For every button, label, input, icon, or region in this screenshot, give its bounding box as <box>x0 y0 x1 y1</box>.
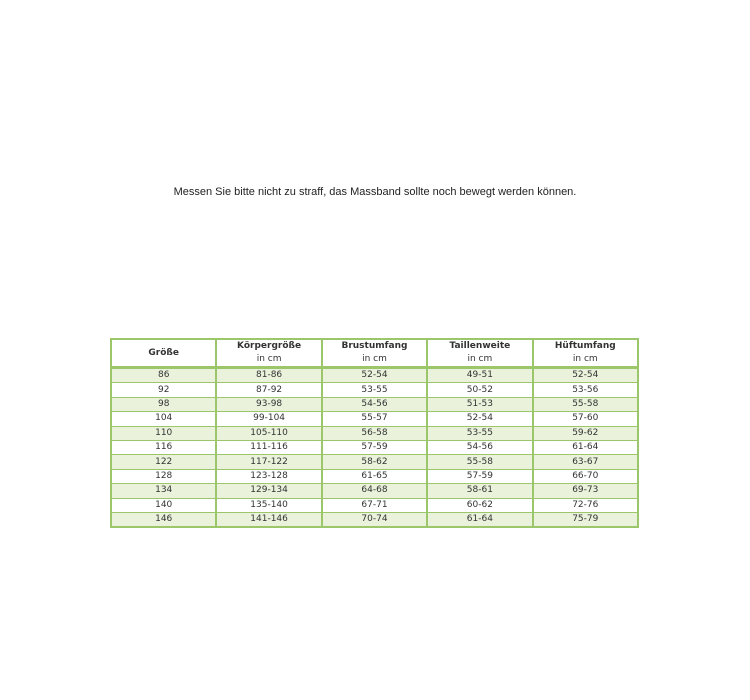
cell-size: 110 <box>111 426 216 440</box>
cell-size: 146 <box>111 512 216 527</box>
table-row <box>111 440 638 454</box>
cell-waist: 51-53 <box>427 397 532 411</box>
cell-waist: 50-52 <box>427 383 532 397</box>
cell-body-height: 87-92 <box>216 383 321 397</box>
header-waist <box>427 339 532 368</box>
header-hip-label: Hüftumfang <box>554 341 616 351</box>
cell-chest: 57-59 <box>322 440 427 454</box>
cell-chest: 64-68 <box>322 484 427 498</box>
cell-size: 104 <box>111 412 216 426</box>
cell-hip: 55-58 <box>533 397 638 411</box>
header-body-height <box>216 339 321 368</box>
header-chest-unit: in cm <box>362 354 387 364</box>
cell-body-height: 117-122 <box>216 455 321 469</box>
table-row <box>111 469 638 483</box>
cell-body-height: 129-134 <box>216 484 321 498</box>
cell-hip: 69-73 <box>533 484 638 498</box>
cell-body-height: 111-116 <box>216 440 321 454</box>
cell-waist: 53-55 <box>427 426 532 440</box>
cell-hip: 61-64 <box>533 440 638 454</box>
cell-chest: 56-58 <box>322 426 427 440</box>
cell-waist: 49-51 <box>427 368 532 383</box>
cell-hip: 66-70 <box>533 469 638 483</box>
table-header-row <box>111 339 638 368</box>
cell-hip: 59-62 <box>533 426 638 440</box>
cell-chest: 67-71 <box>322 498 427 512</box>
table-row <box>111 512 638 527</box>
header-size-label: Größe <box>148 347 179 358</box>
header-size <box>111 339 216 368</box>
cell-chest: 53-55 <box>322 383 427 397</box>
header-chest-label: Brustumfang <box>341 341 408 351</box>
cell-chest: 61-65 <box>322 469 427 483</box>
cell-chest: 52-54 <box>322 368 427 383</box>
cell-hip: 63-67 <box>533 455 638 469</box>
table-row <box>111 455 638 469</box>
cell-size: 140 <box>111 498 216 512</box>
header-waist-unit: in cm <box>467 354 493 364</box>
cell-hip: 53-56 <box>533 383 638 397</box>
table-row <box>111 397 638 411</box>
cell-size: 128 <box>111 469 216 483</box>
cell-size: 92 <box>111 383 216 397</box>
header-waist-label: Taillenweite <box>449 341 511 351</box>
table-row <box>111 484 638 498</box>
cell-size: 98 <box>111 397 216 411</box>
cell-waist: 60-62 <box>427 498 532 512</box>
header-hip <box>533 339 638 368</box>
cell-size: 116 <box>111 440 216 454</box>
header-hip-unit: in cm <box>572 354 598 364</box>
cell-chest: 70-74 <box>322 512 427 527</box>
cell-waist: 61-64 <box>427 512 532 527</box>
cell-size: 134 <box>111 484 216 498</box>
cell-hip: 72-76 <box>533 498 638 512</box>
table-row <box>111 368 638 383</box>
cell-waist: 55-58 <box>427 455 532 469</box>
cell-waist: 52-54 <box>427 412 532 426</box>
cell-hip: 52-54 <box>533 368 638 383</box>
cell-body-height: 93-98 <box>216 397 321 411</box>
cell-body-height: 81-86 <box>216 368 321 383</box>
cell-body-height: 105-110 <box>216 426 321 440</box>
table-row <box>111 412 638 426</box>
measuring-instruction: Messen Sie bitte nicht zu straff, das Massband sollte noch bewegt werden können. <box>173 186 577 198</box>
cell-hip: 57-60 <box>533 412 638 426</box>
cell-chest: 55-57 <box>322 412 427 426</box>
cell-waist: 57-59 <box>427 469 532 483</box>
header-body-height-label: Körpergröße <box>237 341 302 351</box>
table-row <box>111 383 638 397</box>
cell-size: 122 <box>111 455 216 469</box>
cell-chest: 58-62 <box>322 455 427 469</box>
header-body-height-unit: in cm <box>256 354 282 364</box>
table-body <box>111 368 638 528</box>
cell-body-height: 135-140 <box>216 498 321 512</box>
cell-body-height: 123-128 <box>216 469 321 483</box>
size-chart-table <box>110 338 639 528</box>
table-row <box>111 498 638 512</box>
cell-size: 86 <box>111 368 216 383</box>
cell-hip: 75-79 <box>533 512 638 527</box>
cell-waist: 54-56 <box>427 440 532 454</box>
cell-waist: 58-61 <box>427 484 532 498</box>
cell-body-height: 141-146 <box>216 512 321 527</box>
header-chest <box>322 339 427 368</box>
cell-body-height: 99-104 <box>216 412 321 426</box>
cell-chest: 54-56 <box>322 397 427 411</box>
table-row <box>111 426 638 440</box>
